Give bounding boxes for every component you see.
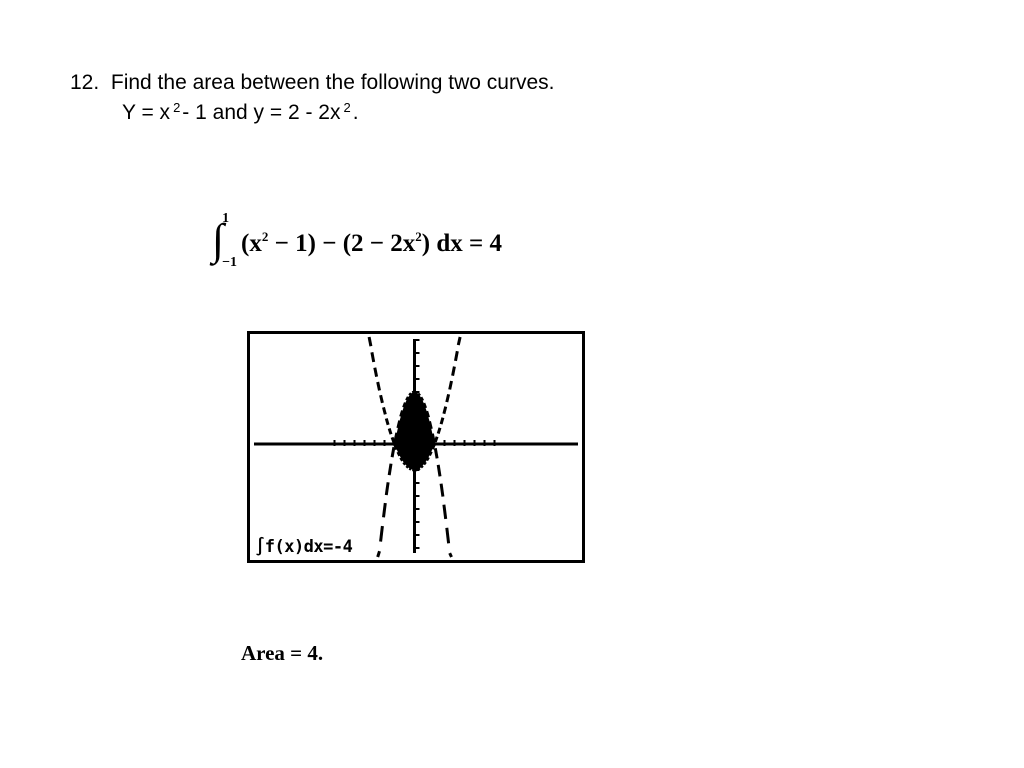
curve-1-segment bbox=[427, 457, 429, 460]
integrand-exponent-1: 2 bbox=[261, 229, 269, 244]
curve-2-segment bbox=[384, 503, 386, 517]
curve-2-segment bbox=[392, 447, 394, 457]
curve-2-rest: . bbox=[352, 101, 359, 124]
curve-1-segment bbox=[409, 468, 411, 469]
problem-number: 12. bbox=[70, 71, 100, 94]
calculator-readout: ∫f(x)dx=-4 bbox=[255, 537, 353, 557]
curve-2-segment bbox=[447, 528, 449, 544]
curve-2-segment bbox=[421, 397, 423, 400]
curve-2-exponent: 2 bbox=[343, 100, 351, 115]
curve-2-segment bbox=[395, 433, 397, 442]
curve-2-segment bbox=[407, 397, 409, 400]
curve-1-segment bbox=[418, 468, 420, 469]
curve-2-segment bbox=[389, 464, 391, 475]
curve-2-segment bbox=[438, 465, 440, 477]
curve-1-segment bbox=[421, 466, 423, 468]
curve-2-segment bbox=[444, 505, 446, 519]
curve-1-segment bbox=[389, 429, 391, 435]
curve-1-segment bbox=[435, 437, 437, 442]
curve-1-base: Y = x bbox=[122, 101, 171, 124]
curve-1-segment bbox=[450, 381, 452, 390]
curve-2-segment bbox=[404, 403, 406, 408]
curve-1-exponent: 2 bbox=[173, 100, 181, 115]
curve-2-segment bbox=[398, 421, 400, 428]
curve-1-segment bbox=[369, 337, 371, 346]
integral-limits bbox=[222, 211, 238, 270]
curve-1-segment bbox=[430, 452, 432, 456]
curve-1-segment bbox=[456, 351, 458, 361]
curve-1-segment bbox=[453, 367, 455, 376]
problem-statement bbox=[70, 68, 554, 128]
curve-2-segment bbox=[386, 482, 388, 495]
curve-2-segment bbox=[450, 553, 452, 557]
integrand-expression bbox=[241, 230, 502, 258]
curve-1-segment bbox=[441, 418, 443, 424]
curve-2-segment bbox=[409, 393, 411, 395]
curve-1-segment bbox=[378, 382, 380, 390]
calculator-screen bbox=[247, 331, 585, 563]
integrand-part-1: (x bbox=[241, 230, 262, 257]
curve-1-segment bbox=[381, 395, 383, 403]
curve-2-segment bbox=[381, 526, 383, 542]
curve-2-segment bbox=[435, 448, 437, 458]
curve-2-segment bbox=[418, 394, 420, 396]
curve-2-segment bbox=[415, 392, 417, 393]
curve-2-segment bbox=[441, 484, 443, 497]
curve-1-segment bbox=[386, 419, 388, 425]
curve-2-segment bbox=[401, 411, 403, 417]
curve-1-segment bbox=[447, 394, 449, 402]
upper-limit: 1 bbox=[222, 211, 230, 226]
curve-1-segment bbox=[395, 445, 397, 449]
curve-1-segment bbox=[438, 428, 440, 434]
problem-prompt: Find the area between the following two curves. bbox=[110, 71, 555, 94]
integral-sign-icon: ∫ bbox=[212, 215, 225, 264]
answer-text: Area = 4. bbox=[241, 641, 324, 665]
curve-2-segment bbox=[378, 551, 380, 557]
curve-1-segment bbox=[458, 337, 460, 345]
curve-1-segment bbox=[384, 407, 386, 414]
lower-limit: −1 bbox=[222, 255, 238, 270]
integrand-part-3: ) dx = 4 bbox=[421, 230, 502, 257]
curve-2-segment bbox=[412, 392, 414, 393]
curve-1-segment bbox=[407, 466, 409, 468]
curve-1-rest: - 1 and y = 2 - 2x bbox=[182, 101, 341, 124]
curve-1-segment bbox=[401, 458, 403, 461]
curve-1-segment bbox=[372, 352, 374, 362]
integrand-part-2: − 1) − (2 − 2x bbox=[268, 230, 416, 257]
problem-line-2 bbox=[70, 98, 554, 128]
curve-1-segment bbox=[444, 407, 446, 414]
curve-2-segment bbox=[432, 434, 434, 443]
curve-1-segment bbox=[404, 462, 406, 464]
curve-1-segment bbox=[392, 437, 394, 442]
curve-1-segment bbox=[424, 462, 426, 464]
curve-2-segment bbox=[424, 403, 426, 408]
curve-2-segment bbox=[430, 421, 432, 429]
problem-line-1 bbox=[70, 68, 554, 98]
integral-equation bbox=[212, 211, 502, 270]
curve-1-segment bbox=[398, 452, 400, 456]
integrand-exponent-2: 2 bbox=[415, 229, 422, 244]
curve-2-segment bbox=[427, 411, 429, 417]
curve-1-segment bbox=[432, 445, 434, 449]
curve-1-segment bbox=[375, 368, 377, 377]
